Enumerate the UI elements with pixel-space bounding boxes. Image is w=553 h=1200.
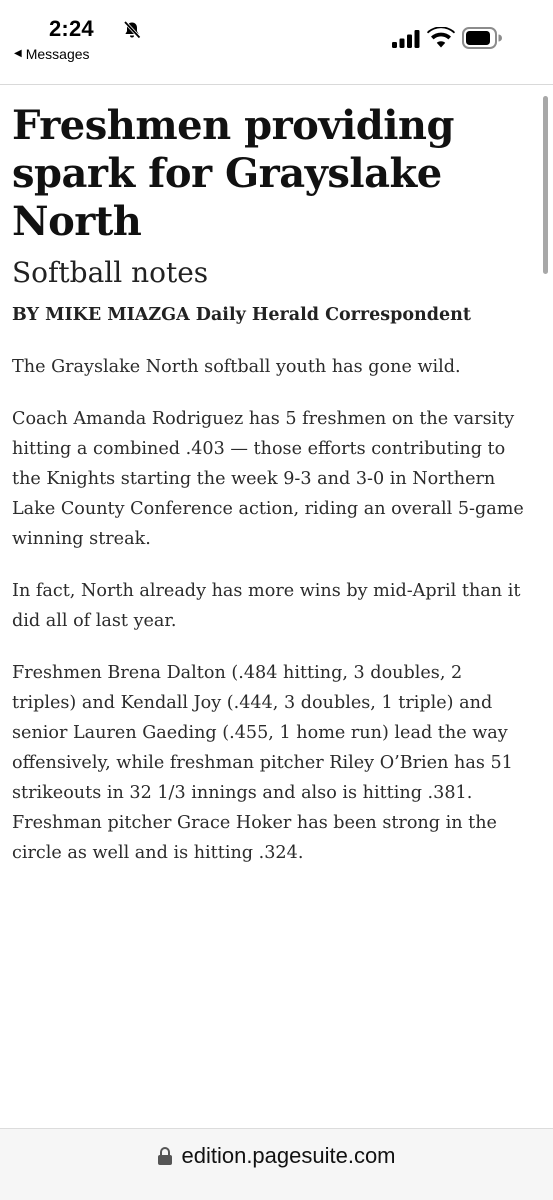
- back-label: Messages: [25, 46, 90, 62]
- scrollbar-thumb[interactable]: [543, 96, 548, 274]
- wifi-icon: [427, 27, 455, 48]
- signal-icon: [392, 30, 420, 48]
- browser-url-bar[interactable]: [0, 1128, 553, 1200]
- article-subhead: Softball notes: [12, 256, 209, 289]
- url-display[interactable]: [0, 1143, 553, 1169]
- article-paragraph: In fact, North already has more wins by mid-April than it did all of last year.: [12, 581, 521, 631]
- top-divider: [0, 84, 553, 85]
- lock-icon: [157, 1146, 173, 1166]
- status-bar: [0, 0, 553, 84]
- article-paragraph: The Grayslake North softball youth has gone wild.: [12, 357, 461, 377]
- bell-slash-icon: [122, 20, 142, 40]
- article-paragraph: Coach Amanda Rodriguez has 5 freshmen on the varsity hitting a combined .403 — those efforts contributing to the Knights starting the week 9-3 and 3-0 in Northern Lake County Conference action, riding an overall 5-game winning streak.: [12, 409, 524, 549]
- back-arrow-icon: ◀: [14, 48, 22, 59]
- status-time: 2:24: [49, 16, 94, 41]
- article: [12, 102, 532, 868]
- page-scrollbar[interactable]: [541, 88, 549, 1128]
- article-headline: Freshmen providing spark for Grayslake North: [12, 102, 454, 245]
- url-text: edition.pagesuite.com: [181, 1143, 396, 1168]
- article-paragraph: Freshmen Brena Dalton (.484 hitting, 3 doubles, 2 triples) and Kendall Joy (.444, 3 doubles, 1 triple) and senior Lauren Gaeding (.455, 1 home run) lead the way offensively, while freshman pitcher Riley O’Brien has 51 strikeouts in 32 1/3 innings and also is hitting .381. Freshman pitcher Grace Hoker has been strong in the circle as well and is hitting .324.: [12, 663, 513, 863]
- back-to-messages-link[interactable]: [14, 46, 90, 62]
- article-byline: BY MIKE MIAZGA Daily Herald Correspondent: [12, 305, 471, 325]
- battery-icon: [462, 27, 502, 49]
